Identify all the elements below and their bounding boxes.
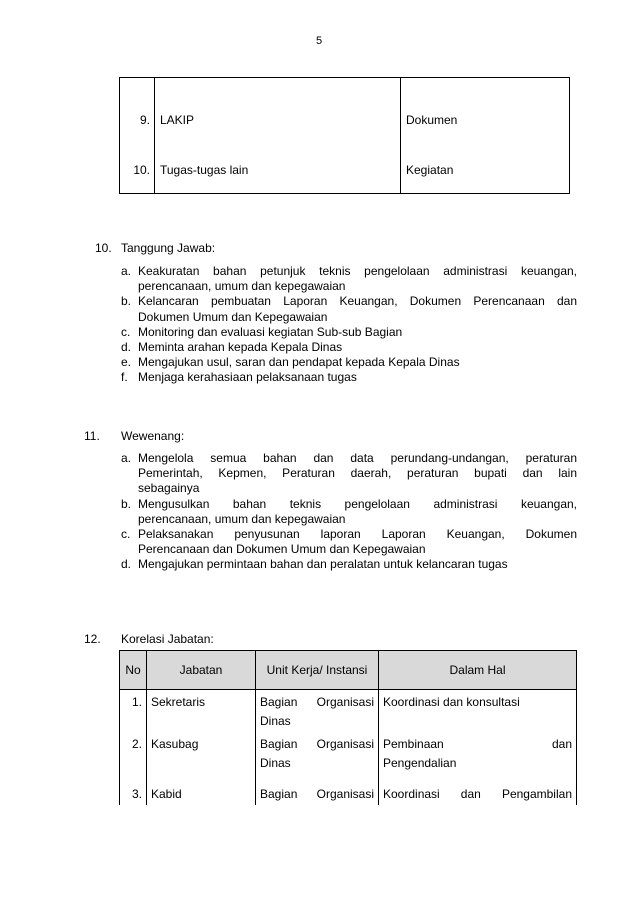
unit-cell <box>256 690 379 736</box>
hal-line: Pembinaan dan <box>383 737 572 751</box>
task-name: Tugas-tugas lain <box>155 153 401 194</box>
item-letter: e. <box>121 355 132 370</box>
item-text: Pelaksanakan penyusunan laporan Laporan Keuangan, Dokumen <box>138 527 577 542</box>
unit-line: Bagian Organisasi <box>260 695 374 709</box>
item-letter: f. <box>121 370 128 385</box>
jabatan-cell: Sekretaris <box>147 690 256 736</box>
item-letter: a. <box>121 451 132 465</box>
hal-cell <box>379 735 577 785</box>
column-header: No <box>120 651 147 690</box>
list-item <box>121 497 577 527</box>
item-letter: d. <box>121 557 132 572</box>
item-text: Mengusulkan bahan teknis pengelolaan administrasi keuangan, <box>138 496 577 511</box>
row-number: 1. <box>120 690 147 736</box>
item-letter: c. <box>121 324 131 339</box>
unit-cell <box>256 735 379 785</box>
tasks-table <box>119 77 570 194</box>
item-text: Meminta arahan kepada Kepala Dinas <box>138 340 343 355</box>
row-number: 3. <box>120 785 147 805</box>
item-letter: c. <box>121 527 131 542</box>
task-output: Dokumen <box>401 78 570 154</box>
item-text: Perencanaan dan Dokumen Umum dan Kepegawaian <box>138 542 426 557</box>
section-number: 11. <box>84 429 100 443</box>
list-item <box>121 325 577 340</box>
item-text: Mengajukan permintaan bahan dan peralatan untuk kelancaran tugas <box>138 557 508 572</box>
item-text: Mengajukan usul, saran dan pendapat kepada Kepala Dinas <box>138 355 460 370</box>
item-text: Dokumen Umum dan Kepegawaian <box>138 309 328 324</box>
list-item <box>121 370 577 385</box>
item-text: perencanaan, umum dan kepegawaian <box>138 279 346 294</box>
list-item <box>121 294 577 324</box>
section-title: Tanggung Jawab: <box>121 241 216 255</box>
row-number: 9. <box>120 78 155 154</box>
page-number: 5 <box>315 35 323 47</box>
unit-line: Dinas <box>260 756 291 770</box>
row-number: 10. <box>120 153 155 194</box>
item-text: Mengelola semua bahan dan data perundang-undangan, peraturan <box>138 451 577 465</box>
jabatan-cell: Kabid <box>147 785 256 805</box>
list-item <box>121 527 577 557</box>
item-text: sebagainya <box>138 481 200 496</box>
list-item <box>121 451 577 497</box>
responsibility-list <box>121 264 577 386</box>
list-item <box>121 264 577 294</box>
list-item <box>121 557 577 572</box>
section-number: 10. <box>95 241 112 255</box>
item-text: Monitoring dan evaluasi kegiatan Sub-sub Bagian <box>138 324 403 339</box>
column-header: Jabatan <box>147 651 256 690</box>
item-text: Pemerintah, Kepmen, Peraturan daerah, peraturan bupati dan lain <box>138 466 577 481</box>
hal-cell <box>379 785 577 805</box>
item-text: Kelancaran pembuatan Laporan Keuangan, Dokumen Perencanaan dan <box>138 294 577 309</box>
jabatan-cell: Kasubag <box>147 735 256 785</box>
authority-list <box>121 451 577 573</box>
item-letter: b. <box>121 294 132 309</box>
column-header: Dalam Hal <box>379 651 577 690</box>
task-name: LAKIP <box>155 78 401 154</box>
section-title: Korelasi Jabatan: <box>121 632 214 646</box>
item-letter: a. <box>121 264 132 278</box>
table-row <box>120 735 577 785</box>
list-item <box>121 340 577 355</box>
table-row <box>120 153 570 194</box>
item-text: Keakuratan bahan petunjuk teknis pengelolaan administrasi keuangan, <box>138 264 577 278</box>
item-letter: b. <box>121 496 132 511</box>
section-number: 12. <box>84 632 101 646</box>
row-number: 2. <box>120 735 147 785</box>
unit-line: Bagian Organisasi <box>260 787 374 801</box>
table-header-row <box>120 651 577 690</box>
item-letter: d. <box>121 340 132 355</box>
task-output: Kegiatan <box>401 153 570 194</box>
table-row <box>120 785 577 805</box>
unit-line: Dinas <box>260 714 291 728</box>
list-item <box>121 355 577 370</box>
table-row <box>120 690 577 736</box>
section-title: Wewenang: <box>121 429 185 443</box>
hal-line: Pengendalian <box>383 756 457 770</box>
item-text: Menjaga kerahasiaan pelaksanaan tugas <box>138 370 357 385</box>
unit-cell <box>256 785 379 805</box>
column-header: Unit Kerja/ Instansi <box>256 651 379 690</box>
hal-line: Koordinasi dan Pengambilan <box>383 787 572 801</box>
relation-table <box>119 650 577 805</box>
unit-line: Bagian Organisasi <box>260 737 374 751</box>
table-row <box>120 78 570 154</box>
hal-cell: Koordinasi dan konsultasi <box>379 690 577 736</box>
item-text: perencanaan, umum dan kepegawaian <box>138 511 346 526</box>
